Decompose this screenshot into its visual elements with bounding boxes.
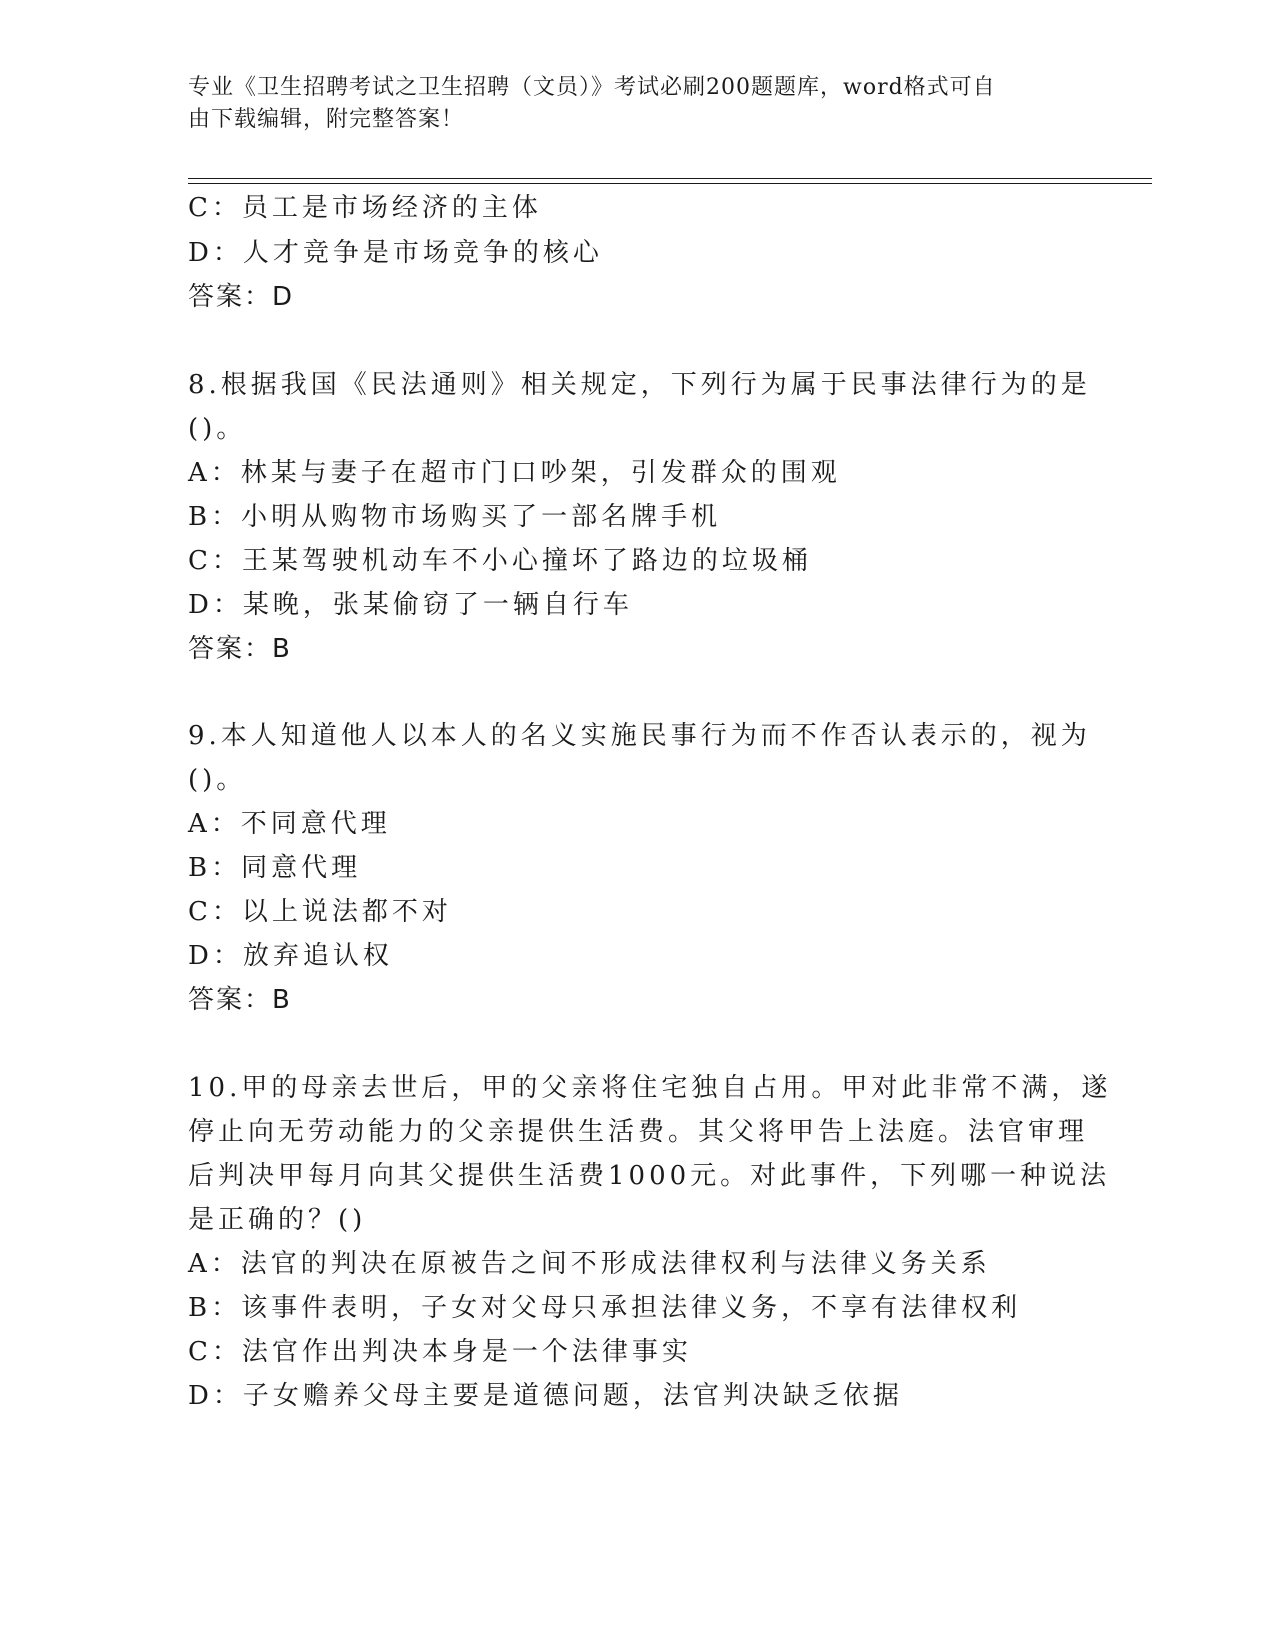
q10-stem-line-4: 是正确的？() — [188, 1205, 367, 1235]
document-header — [188, 72, 1088, 136]
q10-option-d: D：子女赡养父母主要是道德问题，法官判决缺乏依据 — [188, 1381, 903, 1411]
q9-answer: 答案：B — [188, 985, 292, 1015]
q8-option-d: D：某晚，张某偷窃了一辆自行车 — [188, 590, 633, 620]
header-divider-top — [188, 178, 1152, 179]
q9-option-b: B：同意代理 — [188, 853, 362, 883]
q9-stem-line-2: ()。 — [188, 765, 247, 795]
q9-stem-line-1: 9.本人知道他人以本人的名义实施民事行为而不作否认表示的，视为 — [188, 721, 1091, 751]
q9-option-d: D：放弃追认权 — [188, 941, 393, 971]
q7-option-c: C：员工是市场经济的主体 — [188, 193, 542, 223]
q10-option-c: C：法官作出判决本身是一个法律事实 — [188, 1337, 692, 1367]
q10-stem-line-1: 10.甲的母亲去世后，甲的父亲将住宅独自占用。甲对此非常不满，遂 — [188, 1073, 1112, 1103]
q8-option-a: A：林某与妻子在超市门口吵架，引发群众的围观 — [188, 458, 841, 488]
q9-option-c: C：以上说法都不对 — [188, 897, 452, 927]
q10-stem-line-3: 后判决甲每月向其父提供生活费1000元。对此事件，下列哪一种说法 — [188, 1161, 1111, 1191]
q10-option-a: A：法官的判决在原被告之间不形成法律权利与法律义务关系 — [188, 1249, 991, 1279]
q7-answer: 答案：D — [188, 282, 295, 312]
q8-option-b: B：小明从购物市场购买了一部名牌手机 — [188, 502, 722, 532]
header-line-1: 专业《卫生招聘考试之卫生招聘（文员）》考试必刷200题题库，word格式可自 — [188, 75, 996, 100]
q8-stem-line-2: ()。 — [188, 414, 247, 444]
q8-answer: 答案：B — [188, 634, 292, 664]
q8-option-c: C：王某驾驶机动车不小心撞坏了路边的垃圾桶 — [188, 546, 812, 576]
q8-stem-line-1: 8.根据我国《民法通则》相关规定，下列行为属于民事法律行为的是 — [188, 370, 1091, 400]
q10-stem-line-2: 停止向无劳动能力的父亲提供生活费。其父将甲告上法庭。法官审理 — [188, 1117, 1089, 1147]
header-line-2: 由下载编辑，附完整答案！ — [188, 107, 465, 132]
header-divider-bottom — [188, 183, 1152, 184]
q9-option-a: A：不同意代理 — [188, 809, 391, 839]
q10-option-b: B：该事件表明，子女对父母只承担法律义务，不享有法律权利 — [188, 1293, 1022, 1323]
q7-option-d: D：人才竞争是市场竞争的核心 — [188, 238, 603, 268]
